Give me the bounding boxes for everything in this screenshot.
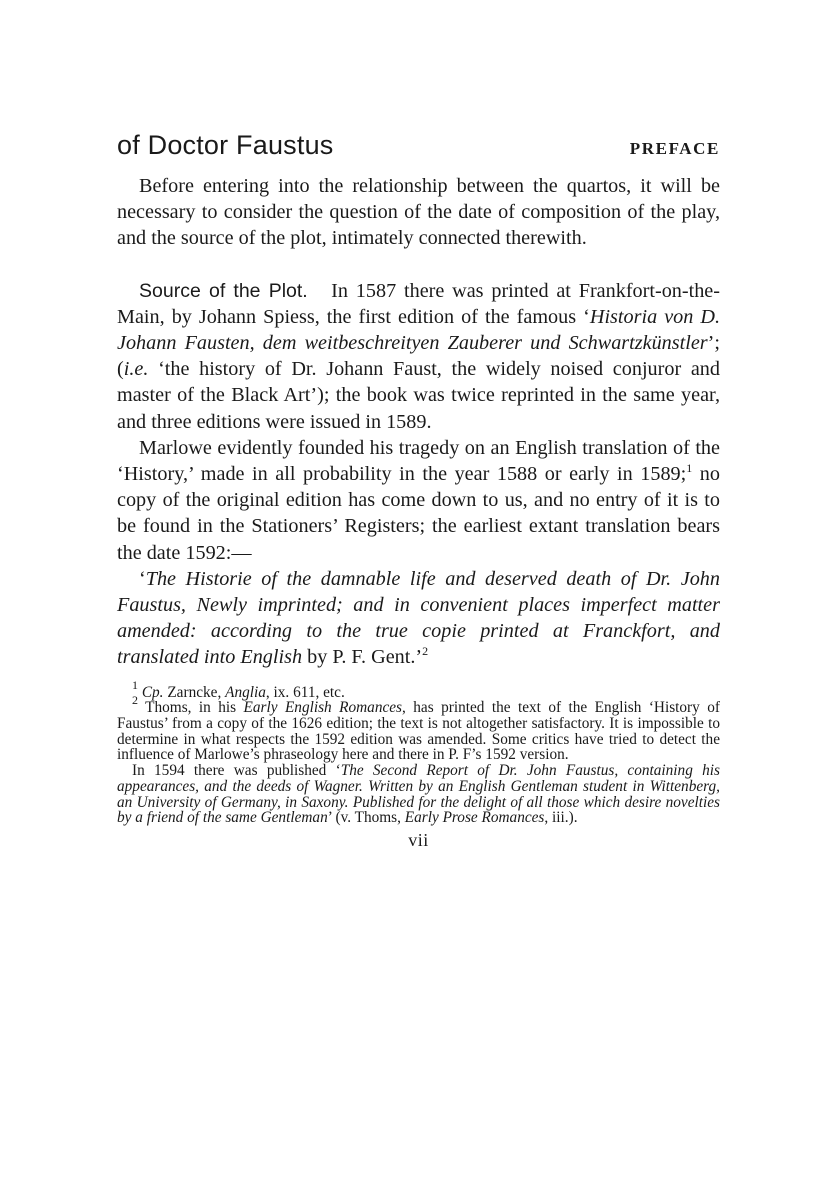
text-run: Cp. bbox=[141, 683, 164, 701]
running-head bbox=[117, 130, 720, 161]
text-run: ‘the history of Dr. Johann Faust, the widely noised conjuror and master of the Black Art’); the book was twice reprinted in the same year, and three editions were issued in 1589. bbox=[117, 358, 720, 433]
intro-paragraph: Before entering into the relationship between the quartos, it will be necessary to consider the question of the date of composition of the play, and the source of the plot, intimately connected therewith. bbox=[117, 175, 720, 250]
footnote-1 bbox=[117, 677, 720, 701]
text-run: Early Prose Romances bbox=[404, 809, 545, 827]
footnote-2-continued bbox=[117, 763, 720, 826]
footnotes bbox=[117, 677, 720, 827]
text-run: ‘ bbox=[139, 567, 146, 590]
text-run: In 1594 there was published ‘ bbox=[132, 762, 341, 780]
text-run: by P. F. Gent.’ bbox=[302, 646, 423, 669]
footnote-ref-2[interactable]: 2 bbox=[422, 644, 429, 659]
ie-abbrev: i.e. bbox=[123, 358, 149, 381]
section-heading: Source of the Plot. bbox=[139, 279, 308, 302]
text-run: , ix. 611, etc. bbox=[265, 683, 345, 701]
text-run: Early English Romances bbox=[243, 699, 402, 717]
footnote-ref-1[interactable]: 1 bbox=[686, 461, 693, 476]
footnote-number: 2 bbox=[132, 693, 138, 708]
text-run: Thoms, in his bbox=[138, 699, 244, 717]
historia-title: Historia von D. Johann Fausten, dem weitbeschreityen Zauberer und Schwartzkünstler bbox=[117, 305, 720, 355]
text-run: , has printed the text of the English ‘History of Faustus’ from a copy of the 1626 edition; the text is not altogether satisfactory. It is impossible to determine in what respects the 1592 edition was amended. Some critics have tried to detect the influence of Marlowe’s phraseology here and there in P. F’s 1592 version. bbox=[117, 699, 720, 764]
running-title: of Doctor Faustus bbox=[117, 130, 334, 160]
text-run: , iii.). bbox=[544, 809, 578, 827]
page-number: vii bbox=[408, 829, 429, 850]
text-run: In 1587 there was printed at Frankfort-on-the-Main, by Johann Spiess, the first edition of the famous ‘ bbox=[117, 279, 720, 328]
footnote-number: 1 bbox=[132, 677, 138, 692]
quoted-title: The Historie of the damnable life and deserved death of Dr. John Faustus, Newly imprinted; and in convenient places imperfect matter amended: according to the true copie printed at Franckfort, and translated into English bbox=[117, 567, 720, 669]
text-run: Marlowe evidently founded his tragedy on an English translation of the ‘History,’ made in all probability in the year 1588 or early in 1589; bbox=[117, 436, 720, 486]
text-run: no copy of the original edition has come down to us, and no entry of it is to be found in the Stationers’ Registers; the earliest extant translation bears the date 1592:— bbox=[117, 463, 720, 564]
source-paragraph-1 bbox=[117, 278, 720, 435]
source-paragraph-2 bbox=[117, 435, 720, 566]
text-run: The Second Report of Dr. John Faustus, containing his appearances, and the deeds of Wagner. Written by an English Gentleman student in Wittenberg, an University of Germany, in Saxony. Published for the delight of all those which desire novelties by a friend of the same Gentleman bbox=[117, 762, 720, 827]
text-run: Anglia bbox=[225, 683, 266, 701]
text-run: ’; ( bbox=[117, 332, 720, 381]
running-label: PREFACE bbox=[629, 139, 720, 158]
title-quotation bbox=[117, 566, 720, 671]
text-run: ’ (v. Thoms, bbox=[327, 809, 405, 827]
footnote-2 bbox=[117, 693, 720, 764]
text-run: Zarncke, bbox=[163, 683, 226, 701]
page bbox=[117, 130, 720, 851]
